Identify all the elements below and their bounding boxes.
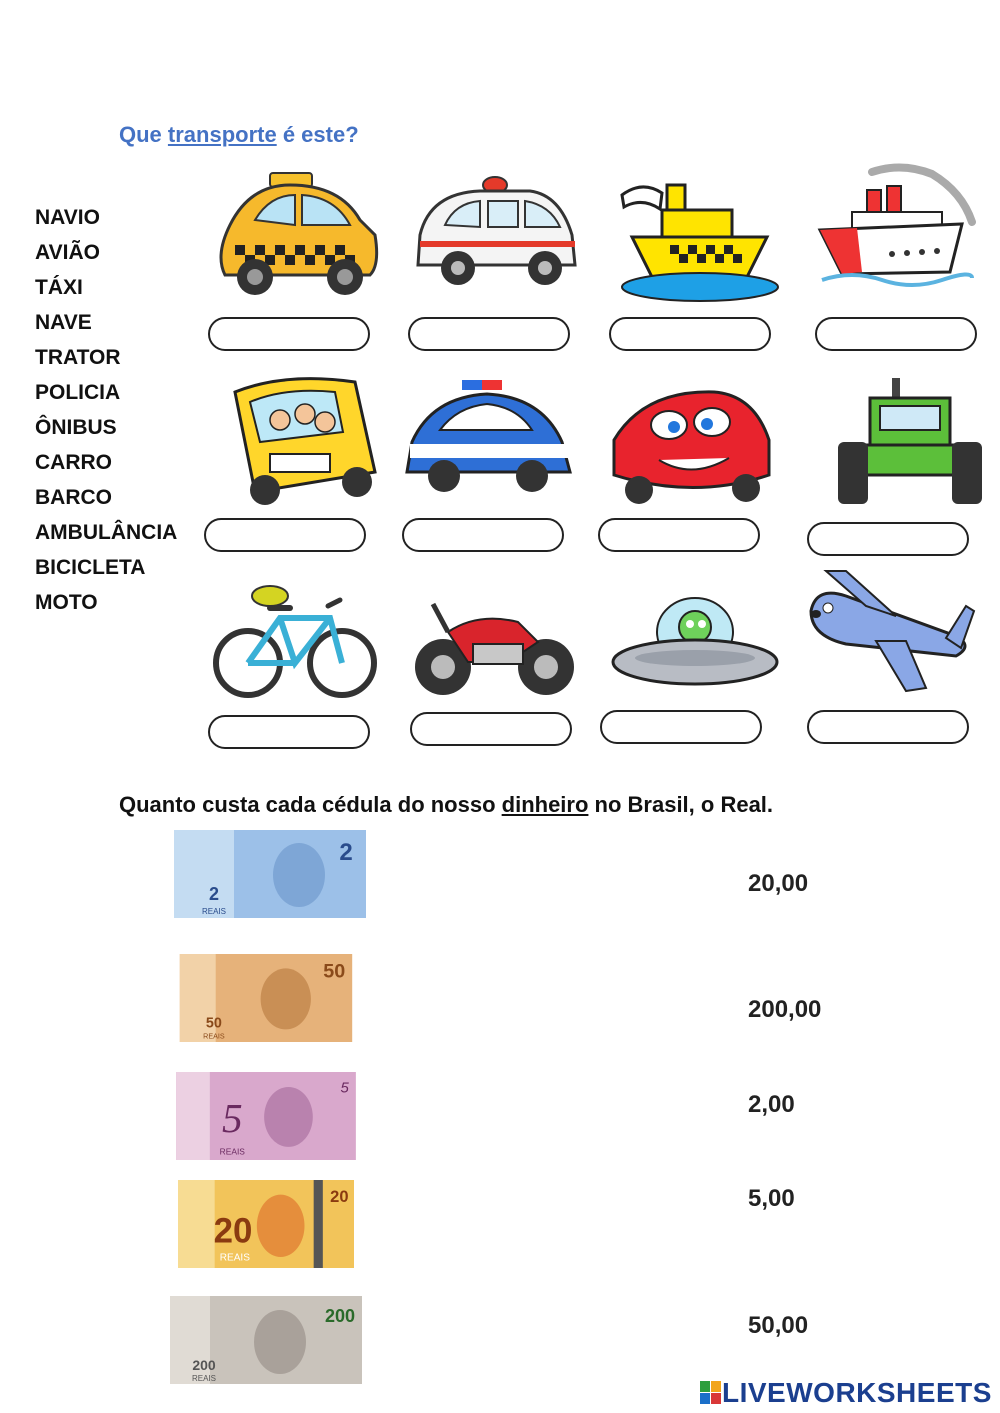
- word-item: NAVIO: [35, 206, 100, 229]
- school-bus-icon: [225, 372, 395, 512]
- word-item: ÔNIBUS: [35, 416, 117, 439]
- answer-box[interactable]: [402, 518, 564, 552]
- word-item: CARRO: [35, 451, 112, 474]
- word-bank: [35, 200, 177, 620]
- answer-box[interactable]: [598, 518, 760, 552]
- liveworksheets-logo: [700, 1378, 992, 1408]
- banknote-50-image: [170, 954, 362, 1042]
- bicycle-icon: [210, 578, 380, 718]
- transport-title: Que transporte é este?: [119, 122, 359, 147]
- word-item: BICICLETA: [35, 556, 146, 579]
- taxi-icon: [210, 165, 380, 305]
- note-value-small: 50: [205, 1015, 222, 1032]
- brand-name: LIVEWORKSHEETS: [722, 1377, 992, 1408]
- answer-box[interactable]: [807, 522, 969, 556]
- note-value-small: 2: [208, 884, 220, 904]
- motorcycle-icon: [408, 582, 578, 722]
- answer-box[interactable]: [600, 710, 762, 744]
- spaceship-icon: [610, 582, 780, 722]
- price-item: 2,00: [748, 1091, 795, 1118]
- word-item: NAVE: [35, 311, 92, 334]
- answer-box[interactable]: [408, 317, 570, 351]
- word-item: AVIÃO: [35, 241, 100, 264]
- note-value-small: 200: [192, 1357, 216, 1373]
- note-label: REAIS: [219, 1252, 250, 1264]
- answer-box[interactable]: [410, 712, 572, 746]
- word-item: POLICIA: [35, 381, 121, 404]
- note-label: REAIS: [191, 1374, 217, 1383]
- answer-box[interactable]: [807, 710, 969, 744]
- boat-icon: [612, 165, 782, 305]
- note-value-large: 5: [222, 1094, 243, 1141]
- police-car-icon: [402, 372, 572, 512]
- ambulance-icon: [410, 165, 580, 305]
- airplane-icon: [806, 566, 976, 706]
- banknote-200-image: [170, 1296, 362, 1384]
- note-label: REAIS: [219, 1146, 245, 1157]
- banknote-20-image: [170, 1180, 362, 1268]
- answer-box[interactable]: [208, 715, 370, 749]
- word-item: TRATOR: [35, 346, 121, 369]
- banknote-2-image: [174, 830, 366, 918]
- note-value: 200: [324, 1306, 356, 1326]
- note-label: REAIS: [203, 1032, 225, 1041]
- note-value: 20: [330, 1188, 349, 1206]
- logo-badge-icon: [700, 1381, 722, 1405]
- note-value: 2: [339, 839, 353, 866]
- money-title: Quanto custa cada cédula do nosso dinheiro no Brasil, o Real.: [119, 792, 774, 817]
- banknote-5-image: [170, 1072, 362, 1160]
- word-item: MOTO: [35, 591, 98, 614]
- price-item: 5,00: [748, 1185, 795, 1212]
- cartoon-car-icon: [604, 380, 774, 520]
- answer-box[interactable]: [815, 317, 977, 351]
- word-item: TÁXI: [35, 276, 83, 299]
- price-item: 20,00: [748, 870, 809, 897]
- answer-box[interactable]: [609, 317, 771, 351]
- ship-icon: [812, 162, 982, 302]
- price-item: 50,00: [748, 1312, 809, 1339]
- note-value: 5: [340, 1079, 349, 1097]
- answer-box[interactable]: [204, 518, 366, 552]
- word-item: AMBULÂNCIA: [35, 521, 178, 544]
- price-item: 200,00: [748, 996, 822, 1023]
- tractor-icon: [830, 370, 1000, 510]
- note-value: 50: [323, 960, 346, 983]
- note-label: REAIS: [201, 907, 227, 916]
- word-item: BARCO: [35, 486, 112, 509]
- answer-box[interactable]: [208, 317, 370, 351]
- note-value-large: 20: [213, 1211, 253, 1251]
